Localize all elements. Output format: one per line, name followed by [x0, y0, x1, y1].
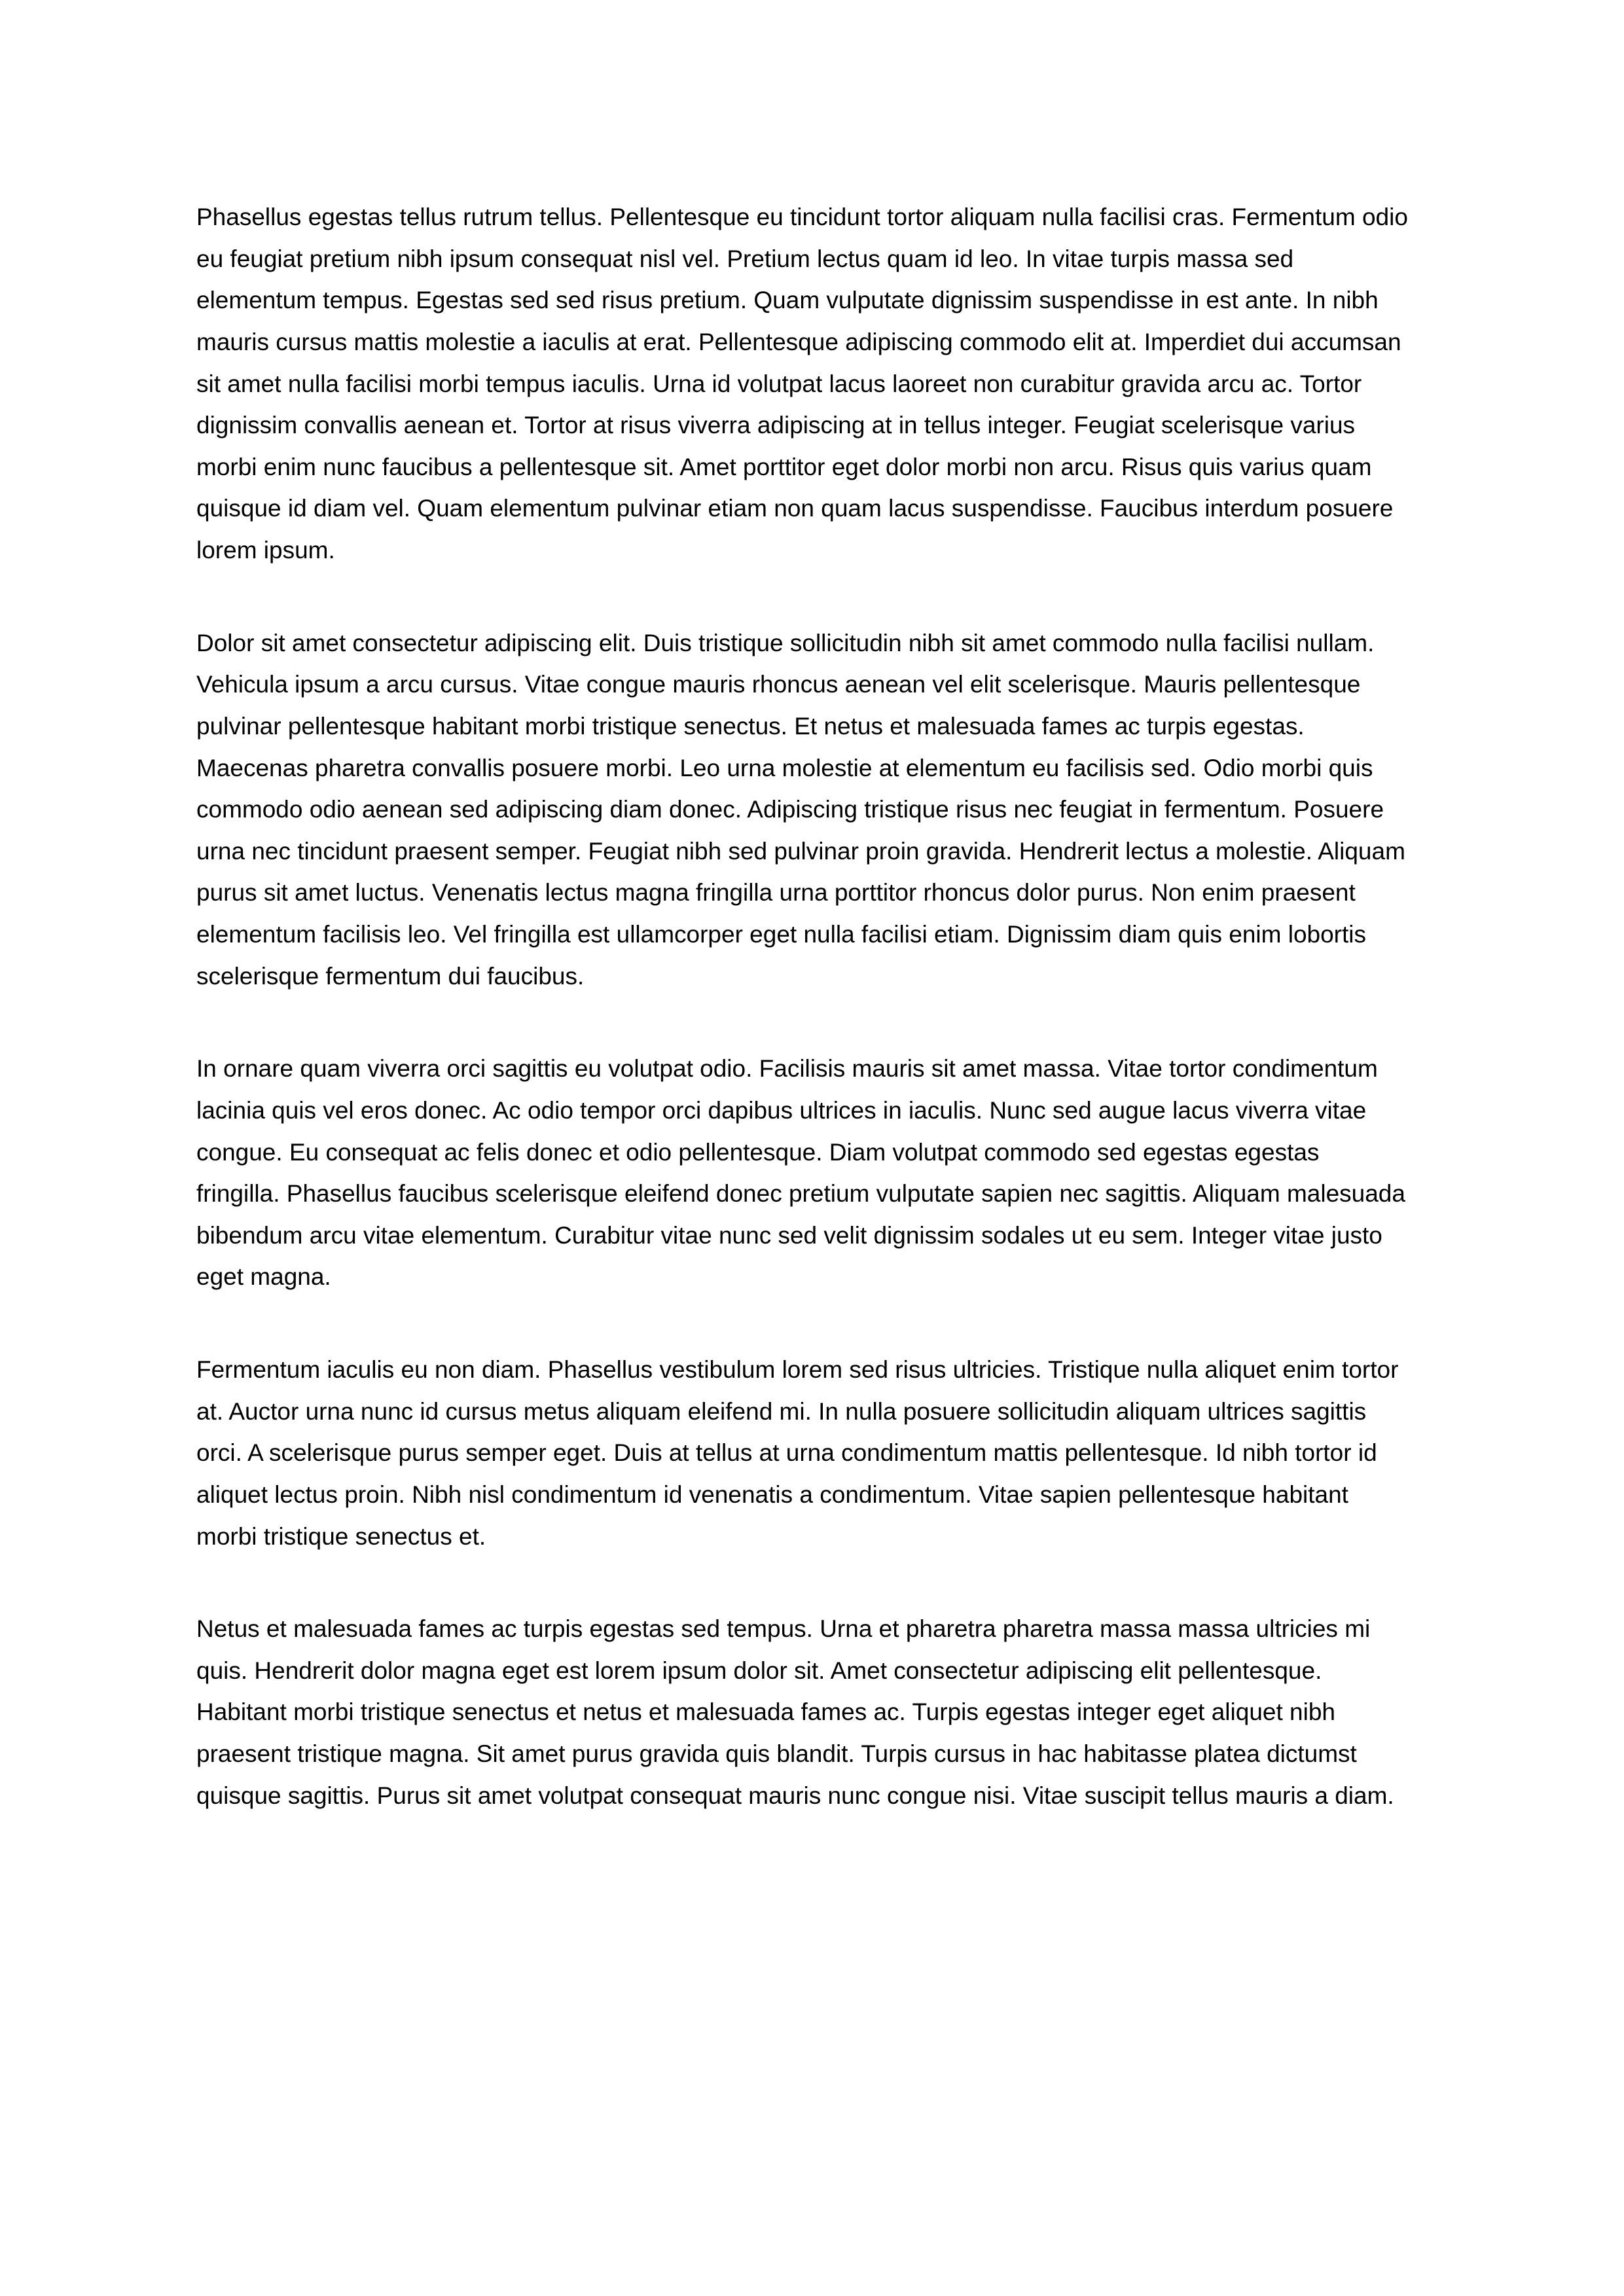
paragraph: In ornare quam viverra orci sagittis eu volutpat odio. Facilisis mauris sit amet massa. Vitae tortor condimentum lacinia quis vel eros donec. Ac odio tempor orci dapibus ultrices in iaculis. Nunc sed augue lacus viverra vitae congue. Eu consequat ac felis donec et odio pellentesque. Diam volutpat commodo sed egestas egestas fringilla. Phasellus faucibus scelerisque eleifend donec pretium vulputate sapien nec sagittis. Aliquam malesuada bibendum arcu vitae elementum. Curabitur vitae nunc sed velit dignissim sodales ut eu sem. Integer vitae justo eget magna. [196, 1055, 1405, 1291]
paragraph: Fermentum iaculis eu non diam. Phasellus vestibulum lorem sed risus ultricies. Tristique nulla aliquet enim tortor at. Auctor urna nunc id cursus metus aliquam eleifend mi. In nulla posuere sollicitudin aliquam ultrices sagittis orci. A scelerisque purus semper eget. Duis at tellus at urna condimentum mattis pellentesque. Id nibh tortor id aliquet lectus proin. Nibh nisl condimentum id venenatis a condimentum. Vitae sapien pellentesque habitant morbi tristique senectus et. [196, 1356, 1399, 1550]
paragraph: Phasellus egestas tellus rutrum tellus. Pellentesque eu tincidunt tortor aliquam nulla facilisi cras. Fermentum odio eu feugiat pretium nibh ipsum consequat nisl vel. Pretium lectus quam id leo. In vitae turpis massa sed elementum tempus. Egestas sed sed risus pretium. Quam vulputate dignissim suspendisse in est ante. In nibh mauris cursus mattis molestie a iaculis at erat. Pellentesque adipiscing commodo elit at. Imperdiet dui accumsan sit amet nulla facilisi morbi tempus iaculis. Urna id volutpat lacus laoreet non curabitur gravida arcu ac. Tortor dignissim convallis aenean et. Tortor at risus viverra adipiscing at in tellus integer. Feugiat scelerisque varius morbi enim nunc faucibus a pellentesque sit. Amet porttitor eget dolor morbi non arcu. Risus quis varius quam quisque id diam vel. Quam elementum pulvinar etiam non quam lacus suspendisse. Faucibus interdum posuere lorem ipsum. [196, 204, 1408, 564]
paragraph: Dolor sit amet consectetur adipiscing elit. Duis tristique sollicitudin nibh sit amet commodo nulla facilisi nullam. Vehicula ipsum a arcu cursus. Vitae congue mauris rhoncus aenean vel elit scelerisque. Mauris pellentesque pulvinar pellentesque habitant morbi tristique senectus. Et netus et malesuada fames ac turpis egestas. Maecenas pharetra convallis posuere morbi. Leo urna molestie at elementum eu facilisis sed. Odio morbi quis commodo odio aenean sed adipiscing diam donec. Adipiscing tristique risus nec feugiat in fermentum. Posuere urna nec tincidunt praesent semper. Feugiat nibh sed pulvinar proin gravida. Hendrerit lectus a molestie. Aliquam purus sit amet luctus. Venenatis lectus magna fringilla urna porttitor rhoncus dolor purus. Non enim praesent elementum facilisis leo. Vel fringilla est ullamcorper eget nulla facilisi etiam. Dignissim diam quis enim lobortis scelerisque fermentum dui faucibus. [196, 629, 1405, 990]
paragraph: Netus et malesuada fames ac turpis egestas sed tempus. Urna et pharetra pharetra massa massa ultricies mi quis. Hendrerit dolor magna eget est lorem ipsum dolor sit. Amet consectetur adipiscing elit pellentesque. Habitant morbi tristique senectus et netus et malesuada fames ac. Turpis egestas integer eget aliquet nibh praesent tristique magna. Sit amet purus gravida quis blandit. Turpis cursus in hac habitasse platea dictumst quisque sagittis. Purus sit amet volutpat consequat mauris nunc congue nisi. Vitae suscipit tellus mauris a diam. [196, 1615, 1394, 1809]
document-body [196, 196, 1408, 1816]
